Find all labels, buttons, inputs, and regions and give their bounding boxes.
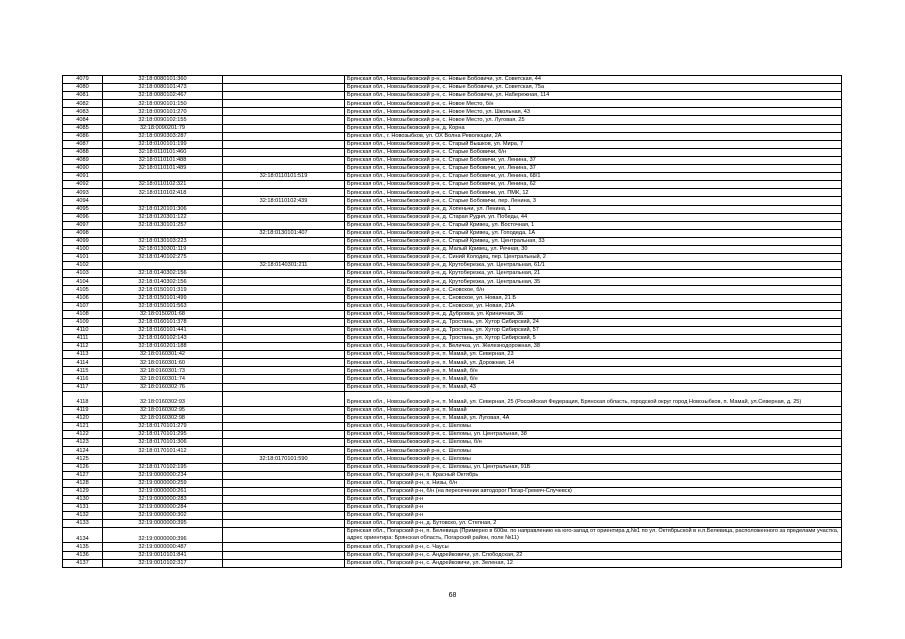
table-row — [63, 383, 842, 391]
table-row — [63, 108, 842, 116]
address-cell: Брянская обл., Новозыбковский р-н, д. Тростань, ул. Хутор Сибирский, 24 — [345, 318, 842, 326]
cadastral-number-cell: 32:19:0010101:841 — [103, 551, 223, 559]
row-number-cell: 4079 — [63, 76, 103, 84]
row-number-cell: 4116 — [63, 375, 103, 383]
address-cell: Брянская обл., Новозыбковский р-н, х. Величка, ул. Железнодорожная, 38 — [345, 343, 842, 351]
row-number-cell: 4090 — [63, 165, 103, 173]
cadastral-number-alt-cell — [223, 148, 345, 156]
cadastral-number-cell: 32:18:0170101:412 — [103, 447, 223, 455]
cadastral-number-cell: 32:18:0090102:155 — [103, 116, 223, 124]
row-number-cell: 4109 — [63, 318, 103, 326]
row-number-cell: 4080 — [63, 84, 103, 92]
address-cell: Брянская обл., Погарский р-н — [345, 495, 842, 503]
address-cell: Брянская обл., Новозыбковский р-н, д. Корна — [345, 124, 842, 132]
cadastral-number-cell: 32:18:0160302:76 — [103, 383, 223, 391]
row-number-cell: 4134 — [63, 528, 103, 543]
row-number-cell: 4118 — [63, 391, 103, 406]
address-cell: Брянская обл., Новозыбковский р-н, с. Старые Бобовичи, б/н — [345, 148, 842, 156]
registry-table — [62, 75, 842, 568]
address-cell: Брянская обл., Погарский р-н, с. Андрейковичи, ул. Зеленая, 12 — [345, 559, 842, 567]
cadastral-number-alt-cell — [223, 221, 345, 229]
cadastral-number-alt-cell — [223, 343, 345, 351]
address-cell: Брянская обл., Новозыбковский р-н, с. Шеломы, ул. Центральная, 91Б — [345, 463, 842, 471]
cadastral-number-cell: 32:18:0160101:441 — [103, 326, 223, 334]
address-cell: Брянская обл., Погарский р-н, с. Андрейковичи, ул. Слободская, 22 — [345, 551, 842, 559]
address-cell: Брянская обл., Погарский р-н — [345, 512, 842, 520]
cadastral-number-alt-cell — [223, 463, 345, 471]
cadastral-number-alt-cell — [223, 487, 345, 495]
cadastral-number-alt-cell — [223, 543, 345, 551]
cadastral-number-alt-cell — [223, 439, 345, 447]
cadastral-number-cell: 32:19:0000000:395 — [103, 520, 223, 528]
row-number-cell: 4124 — [63, 447, 103, 455]
row-number-cell: 4119 — [63, 406, 103, 414]
table-row — [63, 237, 842, 245]
row-number-cell: 4123 — [63, 439, 103, 447]
row-number-cell: 4120 — [63, 414, 103, 422]
cadastral-number-cell: 32:18:0160102:143 — [103, 335, 223, 343]
cadastral-number-cell: 32:18:0160302:98 — [103, 414, 223, 422]
cadastral-number-alt-cell — [223, 503, 345, 511]
table-row — [63, 335, 842, 343]
cadastral-number-alt-cell — [223, 431, 345, 439]
address-cell: Брянская обл., Новозыбковский р-н, с. Старые Бобовичи, ул. Ленина, 37 — [345, 156, 842, 164]
cadastral-number-cell: 32:18:0160201:188 — [103, 343, 223, 351]
cadastral-number-alt-cell — [223, 367, 345, 375]
cadastral-number-cell — [103, 262, 223, 270]
cadastral-number-alt-cell — [223, 359, 345, 367]
row-number-cell: 4113 — [63, 351, 103, 359]
row-number-cell: 4083 — [63, 108, 103, 116]
address-cell: Брянская обл., г. Новозыбков, ул. ОХ Волна Революции, 2А — [345, 132, 842, 140]
row-number-cell: 4100 — [63, 245, 103, 253]
table-row — [63, 278, 842, 286]
row-number-cell: 4136 — [63, 551, 103, 559]
table-row — [63, 439, 842, 447]
row-number-cell: 4126 — [63, 463, 103, 471]
table-row — [63, 367, 842, 375]
row-number-cell: 4108 — [63, 310, 103, 318]
address-cell: Брянская обл., Новозыбковский р-н, с. Шеломы — [345, 455, 842, 463]
table-row — [63, 148, 842, 156]
table-row — [63, 447, 842, 455]
cadastral-number-alt-cell — [223, 479, 345, 487]
cadastral-number-alt-cell — [223, 132, 345, 140]
cadastral-number-cell: 32:18:0110101:489 — [103, 165, 223, 173]
cadastral-number-alt-cell — [223, 559, 345, 567]
row-number-cell: 4128 — [63, 479, 103, 487]
cadastral-number-alt-cell — [223, 270, 345, 278]
cadastral-number-alt-cell — [223, 318, 345, 326]
cadastral-number-alt-cell — [223, 383, 345, 391]
row-number-cell: 4129 — [63, 487, 103, 495]
cadastral-number-alt-cell — [223, 326, 345, 334]
table-row — [63, 528, 842, 543]
address-cell: Брянская обл., Новозыбковский р-н, д. Крутоберезка, ул. Центральная, 61/1 — [345, 262, 842, 270]
cadastral-number-alt-cell — [223, 124, 345, 132]
row-number-cell: 4099 — [63, 237, 103, 245]
row-number-cell: 4094 — [63, 197, 103, 205]
address-cell: Брянская обл., Новозыбковский р-н, с. Старый Кривец, ул. Восточная, 1 — [345, 221, 842, 229]
address-cell: Брянская обл., Новозыбковский р-н, с. Новые Бобовичи, ул. Советская, 44 — [345, 76, 842, 84]
cadastral-number-cell: 32:19:0000000:284 — [103, 503, 223, 511]
cadastral-number-cell: 32:18:0110102:418 — [103, 189, 223, 197]
table-row — [63, 245, 842, 253]
address-cell: Брянская обл., Новозыбковский р-н, с. Старые Бобовичи, ул. Ленина, 62 — [345, 181, 842, 189]
cadastral-number-cell — [103, 229, 223, 237]
address-cell: Брянская обл., Новозыбковский р-н, с. Шеломы — [345, 447, 842, 455]
cadastral-number-alt-cell — [223, 92, 345, 100]
table-row — [63, 156, 842, 164]
registry-table-body — [63, 76, 842, 568]
cadastral-number-alt-cell — [223, 237, 345, 245]
table-row — [63, 543, 842, 551]
cadastral-number-cell: 32:18:0160301:73 — [103, 367, 223, 375]
cadastral-number-alt-cell — [223, 254, 345, 262]
cadastral-number-cell: 32:18:0150101:563 — [103, 302, 223, 310]
cadastral-number-alt-cell — [223, 84, 345, 92]
address-cell: Брянская обл., Новозыбковский р-н, с. Старые Бобовичи, ул. Ленина, 37 — [345, 165, 842, 173]
address-cell: Брянская обл., Новозыбковский р-н, д. Хопеньчи, ул. Ленина, 1 — [345, 205, 842, 213]
cadastral-number-cell: 32:19:0000000:283 — [103, 495, 223, 503]
table-row — [63, 270, 842, 278]
address-cell: Брянская обл., Погарский р-н, д. Бутовско, ул. Степная, 2 — [345, 520, 842, 528]
table-row — [63, 92, 842, 100]
cadastral-number-cell: 32:18:0170102:195 — [103, 463, 223, 471]
cadastral-number-cell: 32:18:0080101:473 — [103, 84, 223, 92]
cadastral-number-alt-cell — [223, 278, 345, 286]
address-cell: Брянская обл., Новозыбковский р-н, п. Мамай, ул. Северная, 25 (Российская Федерация, Брянская область, городской округ город Новозыбков, п. Мамай, ул.Северная, д. 25) — [345, 391, 842, 406]
row-number-cell: 4112 — [63, 343, 103, 351]
row-number-cell: 4133 — [63, 520, 103, 528]
row-number-cell: 4135 — [63, 543, 103, 551]
cadastral-number-cell: 32:18:0160301:60 — [103, 359, 223, 367]
table-row — [63, 414, 842, 422]
row-number-cell: 4122 — [63, 431, 103, 439]
address-cell: Брянская обл., Погарский р-н, п. Белевица (Примерно в 600м. по направлению на юго-запад от ориентира д.№1 по ул. Октябрьской в н.п.Белевица, расположенного за пределами участка, адрес ориентира: Брянская область, Погарский район, поле №11) — [345, 528, 842, 543]
cadastral-number-alt-cell: 32:18:0130101:407 — [223, 229, 345, 237]
cadastral-number-cell: 32:18:0110101:460 — [103, 148, 223, 156]
row-number-cell: 4091 — [63, 173, 103, 181]
table-row — [63, 302, 842, 310]
address-cell: Брянская обл., Новозыбковский р-н, п. Мамай, ул. Северная, 23 — [345, 351, 842, 359]
row-number-cell: 4087 — [63, 140, 103, 148]
row-number-cell: 4114 — [63, 359, 103, 367]
cadastral-number-alt-cell — [223, 551, 345, 559]
address-cell: Брянская обл., Новозыбковский р-н, с. Синий Колодец, пер. Центральный, 2 — [345, 254, 842, 262]
row-number-cell: 4110 — [63, 326, 103, 334]
table-row — [63, 221, 842, 229]
cadastral-number-alt-cell: 32:18:0110102:439 — [223, 197, 345, 205]
cadastral-number-alt-cell — [223, 286, 345, 294]
address-cell: Брянская обл., Новозыбковский р-н, д. Тростань, ул. Хутор Сибирский, 57 — [345, 326, 842, 334]
cadastral-number-cell: 32:18:0160301:42 — [103, 351, 223, 359]
row-number-cell: 4106 — [63, 294, 103, 302]
row-number-cell: 4084 — [63, 116, 103, 124]
table-row — [63, 310, 842, 318]
row-number-cell: 4081 — [63, 92, 103, 100]
row-number-cell: 4117 — [63, 383, 103, 391]
table-row — [63, 503, 842, 511]
row-number-cell: 4086 — [63, 132, 103, 140]
cadastral-number-cell: 32:18:0170101:306 — [103, 439, 223, 447]
address-cell: Брянская обл., Новозыбковский р-н, с. Старые Бобовичи, ул. Ленина, 68/1 — [345, 173, 842, 181]
cadastral-number-alt-cell — [223, 406, 345, 414]
address-cell: Брянская обл., Новозыбковский р-н, с. Старый Вышков, ул. Мира, 7 — [345, 140, 842, 148]
address-cell: Брянская обл., Новозыбковский р-н, д. Крутоберезка, ул. Центральная, 35 — [345, 278, 842, 286]
cadastral-number-cell: 32:18:0090303:287 — [103, 132, 223, 140]
cadastral-number-alt-cell — [223, 116, 345, 124]
cadastral-number-alt-cell — [223, 181, 345, 189]
cadastral-number-cell: 32:19:0000000:234 — [103, 471, 223, 479]
table-row — [63, 197, 842, 205]
table-row — [63, 294, 842, 302]
cadastral-number-cell: 32:18:0110102:321 — [103, 181, 223, 189]
address-cell: Брянская обл., Новозыбковский р-н, п. Мамай, б/н — [345, 367, 842, 375]
cadastral-number-alt-cell — [223, 512, 345, 520]
table-row — [63, 479, 842, 487]
row-number-cell: 4137 — [63, 559, 103, 567]
table-row — [63, 173, 842, 181]
cadastral-number-alt-cell — [223, 302, 345, 310]
address-cell: Брянская обл., Новозыбковский р-н, д. Малый Кривец, ул. Речная, 30 — [345, 245, 842, 253]
cadastral-number-alt-cell: 32:18:0170101:590 — [223, 455, 345, 463]
address-cell: Брянская обл., Новозыбковский р-н, д. Дубровка, ул. Криничная, 36 — [345, 310, 842, 318]
cadastral-number-cell: 32:19:0010102:317 — [103, 559, 223, 567]
table-row — [63, 205, 842, 213]
row-number-cell: 4098 — [63, 229, 103, 237]
cadastral-number-alt-cell — [223, 520, 345, 528]
address-cell: Брянская обл., Новозыбковский р-н, п. Мамай — [345, 406, 842, 414]
table-row — [63, 286, 842, 294]
cadastral-number-cell: 32:18:0160302:95 — [103, 406, 223, 414]
table-row — [63, 124, 842, 132]
address-cell: Брянская обл., Погарский р-н, п. Красный Октябрь — [345, 471, 842, 479]
cadastral-number-cell — [103, 173, 223, 181]
address-cell: Брянская обл., Новозыбковский р-н, с. Сновское, б/н — [345, 286, 842, 294]
table-row — [63, 318, 842, 326]
row-number-cell: 4115 — [63, 367, 103, 375]
cadastral-number-alt-cell — [223, 471, 345, 479]
page-number: 68 — [448, 592, 457, 599]
cadastral-number-cell: 32:18:0130301:119 — [103, 245, 223, 253]
cadastral-number-cell: 32:18:0080102:467 — [103, 92, 223, 100]
table-row — [63, 76, 842, 84]
row-number-cell: 4093 — [63, 189, 103, 197]
row-number-cell: 4092 — [63, 181, 103, 189]
row-number-cell: 4111 — [63, 335, 103, 343]
cadastral-number-alt-cell — [223, 447, 345, 455]
table-row — [63, 84, 842, 92]
address-cell: Брянская обл., Новозыбковский р-н, с. Шеломы, б/н — [345, 439, 842, 447]
address-cell: Брянская обл., Новозыбковский р-н, с. Старый Кривец, ул. Гоподеда, 1А — [345, 229, 842, 237]
row-number-cell: 4088 — [63, 148, 103, 156]
table-row — [63, 116, 842, 124]
address-cell: Брянская обл., Новозыбковский р-н, с. Сновское, ул. Новая, 21 Б — [345, 294, 842, 302]
table-row — [63, 455, 842, 463]
address-cell: Брянская обл., Новозыбковский р-н, с. Старые Бобовичи, пер. Ленина, 3 — [345, 197, 842, 205]
table-row — [63, 520, 842, 528]
address-cell: Брянская обл., Погарский р-н, с. Чаусы — [345, 543, 842, 551]
cadastral-number-alt-cell — [223, 375, 345, 383]
row-number-cell: 4125 — [63, 455, 103, 463]
row-number-cell: 4101 — [63, 254, 103, 262]
cadastral-number-alt-cell — [223, 528, 345, 543]
table-row — [63, 375, 842, 383]
cadastral-number-alt-cell — [223, 310, 345, 318]
cadastral-number-alt-cell — [223, 156, 345, 164]
cadastral-number-alt-cell — [223, 423, 345, 431]
address-cell: Брянская обл., Новозыбковский р-н, с. Новое Место, б/н — [345, 100, 842, 108]
cadastral-number-alt-cell — [223, 189, 345, 197]
cadastral-number-cell: 32:18:0090101:150 — [103, 100, 223, 108]
row-number-cell: 4103 — [63, 270, 103, 278]
address-cell: Брянская обл., Новозыбковский р-н, д. Тростань, ул. Хутор Сибирский, 5 — [345, 335, 842, 343]
cadastral-number-cell: 32:19:0000000:487 — [103, 543, 223, 551]
table-row — [63, 559, 842, 567]
address-cell: Брянская обл., Новозыбковский р-н, с. Старые Бобовичи, ул. ПМК, 12 — [345, 189, 842, 197]
row-number-cell: 4096 — [63, 213, 103, 221]
table-row — [63, 406, 842, 414]
cadastral-number-alt-cell: 32:18:0110101:519 — [223, 173, 345, 181]
address-cell: Брянская обл., Новозыбковский р-н, с. Сновское, ул. Новая, 21А — [345, 302, 842, 310]
cadastral-number-alt-cell — [223, 294, 345, 302]
table-row — [63, 181, 842, 189]
table-row — [63, 262, 842, 270]
address-cell: Брянская обл., Погарский р-н, х. Низы, б/н — [345, 479, 842, 487]
cadastral-number-cell: 32:19:0000000:302 — [103, 512, 223, 520]
row-number-cell: 4104 — [63, 278, 103, 286]
cadastral-number-cell: 32:18:0150201:68 — [103, 310, 223, 318]
row-number-cell: 4107 — [63, 302, 103, 310]
table-row — [63, 391, 842, 406]
address-cell: Брянская обл., Новозыбковский р-н, с. Шеломы, ул. Центральная, 38 — [345, 431, 842, 439]
address-cell: Брянская обл., Новозыбковский р-н, п. Мамай, 43 — [345, 383, 842, 391]
cadastral-number-cell: 32:18:0160101:378 — [103, 318, 223, 326]
row-number-cell: 4089 — [63, 156, 103, 164]
cadastral-number-alt-cell: 32:18:0140301:211 — [223, 262, 345, 270]
cadastral-number-cell: 32:18:0150101:499 — [103, 294, 223, 302]
table-row — [63, 343, 842, 351]
row-number-cell: 4130 — [63, 495, 103, 503]
cadastral-number-cell: 32:18:0080101:360 — [103, 76, 223, 84]
cadastral-number-cell: 32:18:0120101:306 — [103, 205, 223, 213]
row-number-cell: 4132 — [63, 512, 103, 520]
cadastral-number-alt-cell — [223, 414, 345, 422]
cadastral-number-cell: 32:19:0000000:259 — [103, 479, 223, 487]
cadastral-number-alt-cell — [223, 76, 345, 84]
cadastral-number-alt-cell — [223, 335, 345, 343]
address-cell: Брянская обл., Новозыбковский р-н, с. Новое Место, ул. Луговая, 25 — [345, 116, 842, 124]
address-cell: Брянская обл., Погарский р-н, б/н (на пересечении автодорог Погар-Гремяч-Случевск) — [345, 487, 842, 495]
table-row — [63, 551, 842, 559]
cadastral-number-cell: 32:18:0170101:295 — [103, 431, 223, 439]
table-row — [63, 351, 842, 359]
cadastral-number-alt-cell — [223, 495, 345, 503]
cadastral-number-cell: 32:18:0140302:156 — [103, 270, 223, 278]
cadastral-number-cell: 32:18:0120301:122 — [103, 213, 223, 221]
cadastral-number-cell: 32:18:0160301:74 — [103, 375, 223, 383]
cadastral-number-alt-cell — [223, 100, 345, 108]
cadastral-number-cell — [103, 197, 223, 205]
address-cell: Брянская обл., Погарский р-н — [345, 503, 842, 511]
address-cell: Брянская обл., Новозыбковский р-н, с. Старый Кривец, ул. Центральная, 33 — [345, 237, 842, 245]
table-row — [63, 471, 842, 479]
cadastral-number-alt-cell — [223, 245, 345, 253]
table-row — [63, 423, 842, 431]
address-cell: Брянская обл., Новозыбковский р-н, с. Новые Бобовичи, ул. Набережная, 114 — [345, 92, 842, 100]
table-row — [63, 431, 842, 439]
row-number-cell: 4121 — [63, 423, 103, 431]
table-row — [63, 132, 842, 140]
cadastral-number-cell: 32:18:0100101:199 — [103, 140, 223, 148]
row-number-cell: 4127 — [63, 471, 103, 479]
table-row — [63, 487, 842, 495]
table-row — [63, 463, 842, 471]
cadastral-number-alt-cell — [223, 391, 345, 406]
address-cell: Брянская обл., Новозыбковский р-н, п. Мамай, б/н — [345, 375, 842, 383]
cadastral-number-alt-cell — [223, 213, 345, 221]
cadastral-number-alt-cell — [223, 351, 345, 359]
cadastral-number-cell: 32:18:0130101:257 — [103, 221, 223, 229]
address-cell: Брянская обл., Новозыбковский р-н, с. Новое Место, ул. Школьная, 43 — [345, 108, 842, 116]
cadastral-number-cell: 32:19:0000000:396 — [103, 528, 223, 543]
cadastral-number-cell: 32:18:0140302:156 — [103, 278, 223, 286]
table-row — [63, 213, 842, 221]
cadastral-number-cell: 32:18:0150101:319 — [103, 286, 223, 294]
cadastral-number-cell: 32:18:0090201:79 — [103, 124, 223, 132]
address-cell: Брянская обл., Новозыбковский р-н, д. Старая Рудня, ул. Победы, 44 — [345, 213, 842, 221]
row-number-cell: 4131 — [63, 503, 103, 511]
cadastral-number-alt-cell — [223, 205, 345, 213]
row-number-cell: 4095 — [63, 205, 103, 213]
cadastral-number-cell: 32:18:0090101:270 — [103, 108, 223, 116]
table-row — [63, 512, 842, 520]
cadastral-number-alt-cell — [223, 108, 345, 116]
row-number-cell: 4102 — [63, 262, 103, 270]
cadastral-number-cell: 32:18:0170101:279 — [103, 423, 223, 431]
table-row — [63, 100, 842, 108]
address-cell: Брянская обл., Новозыбковский р-н, с. Шеломы — [345, 423, 842, 431]
table-row — [63, 140, 842, 148]
cadastral-number-cell — [103, 455, 223, 463]
cadastral-number-cell: 32:19:0000000:261 — [103, 487, 223, 495]
cadastral-number-cell: 32:18:0140102:275 — [103, 254, 223, 262]
table-row — [63, 326, 842, 334]
row-number-cell: 4082 — [63, 100, 103, 108]
row-number-cell: 4105 — [63, 286, 103, 294]
address-cell: Брянская обл., Новозыбковский р-н, с. Новые Бобовичи, ул. Советская, 75а — [345, 84, 842, 92]
row-number-cell: 4085 — [63, 124, 103, 132]
table-row — [63, 495, 842, 503]
cadastral-number-cell: 32:18:0110101:488 — [103, 156, 223, 164]
cadastral-number-alt-cell — [223, 165, 345, 173]
table-row — [63, 359, 842, 367]
cadastral-number-alt-cell — [223, 140, 345, 148]
table-row — [63, 229, 842, 237]
address-cell: Брянская обл., Новозыбковский р-н, д. Крутоберезка, ул. Центральная, 21 — [345, 270, 842, 278]
table-row — [63, 189, 842, 197]
address-cell: Брянская обл., Новозыбковский р-н, п. Мамай, ул. Дорожная, 14 — [345, 359, 842, 367]
cadastral-number-cell: 32:18:0160302:93 — [103, 391, 223, 406]
cadastral-number-cell: 32:18:0130103:223 — [103, 237, 223, 245]
table-row — [63, 165, 842, 173]
table-row — [63, 254, 842, 262]
row-number-cell: 4097 — [63, 221, 103, 229]
address-cell: Брянская обл., Новозыбковский р-н, п. Мамай, ул. Луговая, 4А — [345, 414, 842, 422]
